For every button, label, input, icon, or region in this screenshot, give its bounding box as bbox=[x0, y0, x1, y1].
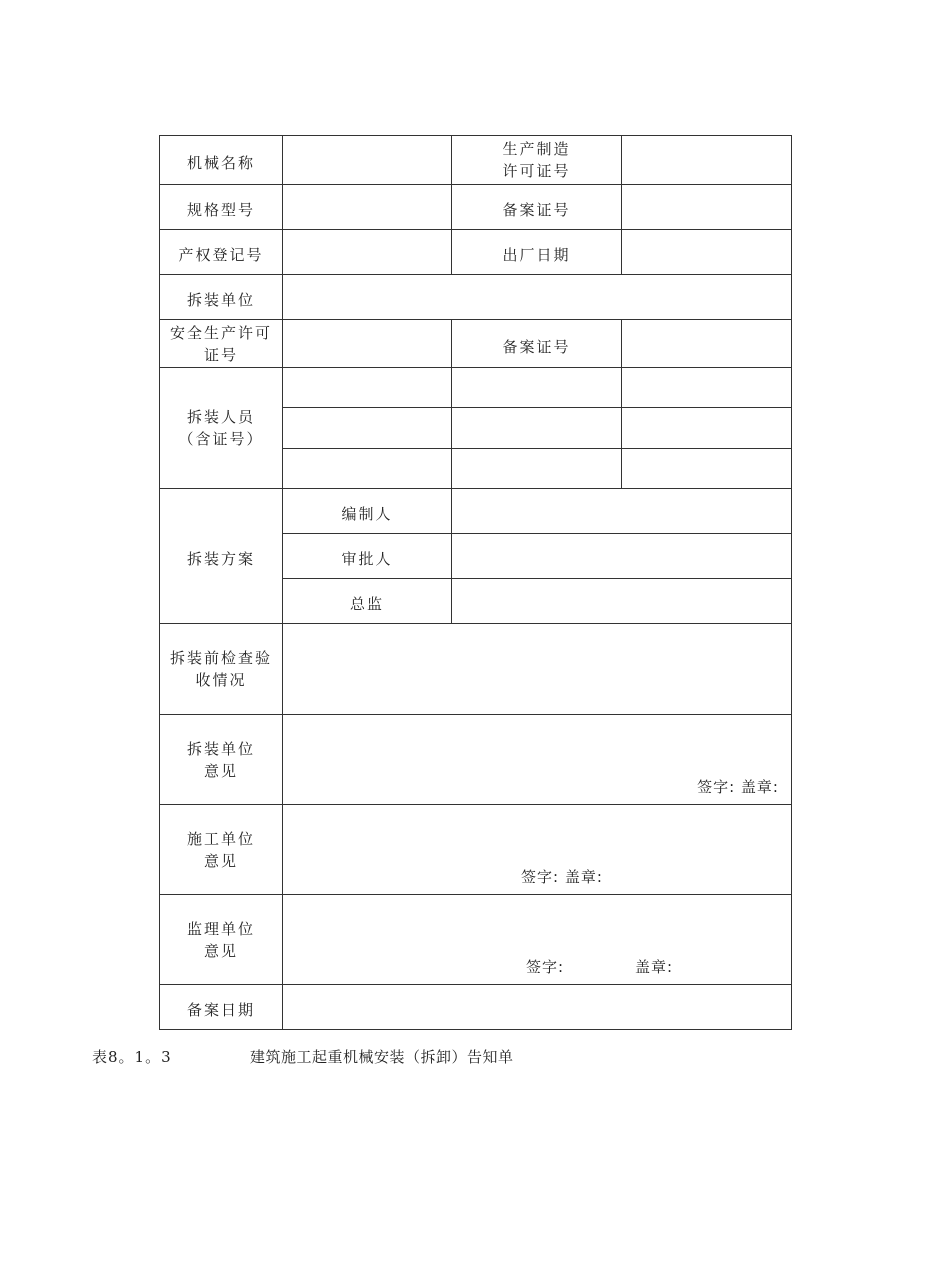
row-dismantle-unit bbox=[160, 275, 792, 320]
field-production-license[interactable] bbox=[622, 136, 792, 185]
label-production-license bbox=[452, 136, 622, 185]
field-plan-approver[interactable] bbox=[452, 534, 792, 579]
row-construction-unit-opinion bbox=[160, 805, 792, 895]
field-factory-date[interactable] bbox=[622, 230, 792, 275]
label-spec-model: 规格型号 bbox=[160, 185, 283, 230]
field-plan-supervisor[interactable] bbox=[452, 579, 792, 624]
label-production-license-line1: 生产制造 bbox=[502, 140, 571, 158]
label-dismantle-unit-opinion-line2: 意见 bbox=[203, 761, 238, 780]
field-supervision-unit-opinion[interactable] bbox=[283, 895, 792, 985]
field-personnel-2c[interactable] bbox=[622, 408, 792, 449]
row-plan-author bbox=[160, 489, 792, 534]
signature-label: 签字: bbox=[526, 958, 565, 976]
label-construction-unit-opinion-line1: 施工单位 bbox=[186, 829, 255, 848]
field-record-date[interactable] bbox=[283, 985, 792, 1030]
label-property-registration: 产权登记号 bbox=[160, 230, 283, 275]
field-personnel-1a[interactable] bbox=[283, 368, 452, 408]
field-personnel-3c[interactable] bbox=[622, 449, 792, 489]
field-dismantle-unit-opinion[interactable] bbox=[283, 715, 792, 805]
label-dismantle-unit-opinion bbox=[160, 715, 283, 805]
field-record-number[interactable] bbox=[622, 185, 792, 230]
field-plan-author[interactable] bbox=[452, 489, 792, 534]
field-machine-name[interactable] bbox=[283, 136, 452, 185]
label-plan-approver: 审批人 bbox=[283, 534, 452, 579]
field-personnel-1b[interactable] bbox=[452, 368, 622, 408]
field-personnel-3a[interactable] bbox=[283, 449, 452, 489]
label-dismantle-unit-opinion-line1: 拆装单位 bbox=[186, 739, 255, 758]
field-personnel-2b[interactable] bbox=[452, 408, 622, 449]
label-supervision-unit-opinion bbox=[160, 895, 283, 985]
label-personnel-line2: （含证号） bbox=[178, 430, 264, 448]
field-pre-inspection[interactable] bbox=[283, 624, 792, 715]
row-spec-model bbox=[160, 185, 792, 230]
label-supervision-unit-opinion-line2: 意见 bbox=[203, 941, 238, 960]
notification-form-table bbox=[159, 135, 792, 1030]
row-pre-inspection bbox=[160, 624, 792, 715]
label-supervision-unit-opinion-line1: 监理单位 bbox=[186, 919, 255, 938]
field-record-number-2[interactable] bbox=[622, 320, 792, 368]
row-safety-license bbox=[160, 320, 792, 368]
row-dismantle-unit-opinion bbox=[160, 715, 792, 805]
label-safety-license bbox=[160, 320, 283, 368]
label-plan-author: 编制人 bbox=[283, 489, 452, 534]
label-dismantle-unit: 拆装单位 bbox=[160, 275, 283, 320]
field-dismantle-unit[interactable] bbox=[283, 275, 792, 320]
label-safety-license-line2: 证号 bbox=[203, 345, 238, 364]
label-personnel-line1: 拆装人员 bbox=[186, 408, 255, 426]
row-machine-name bbox=[160, 136, 792, 185]
label-dismantle-plan: 拆装方案 bbox=[160, 489, 283, 624]
label-pre-inspection-line1: 拆装前检查验 bbox=[169, 649, 272, 667]
signature-seal-label: 签字: 盖章: bbox=[697, 778, 779, 796]
field-personnel-2a[interactable] bbox=[283, 408, 452, 449]
field-spec-model[interactable] bbox=[283, 185, 452, 230]
label-pre-inspection bbox=[160, 624, 283, 715]
caption-table-number: 表8。1。3 bbox=[92, 1048, 172, 1066]
row-property-registration bbox=[160, 230, 792, 275]
label-safety-license-line1: 安全生产许可 bbox=[169, 323, 272, 342]
label-construction-unit-opinion bbox=[160, 805, 283, 895]
label-record-number-2: 备案证号 bbox=[452, 320, 622, 368]
field-safety-license[interactable] bbox=[283, 320, 452, 368]
caption-table-title: 建筑施工起重机械安装（拆卸）告知单 bbox=[250, 1048, 514, 1066]
label-record-number: 备案证号 bbox=[452, 185, 622, 230]
label-construction-unit-opinion-line2: 意见 bbox=[203, 851, 238, 870]
table-caption bbox=[92, 1046, 514, 1067]
field-property-registration[interactable] bbox=[283, 230, 452, 275]
field-personnel-3b[interactable] bbox=[452, 449, 622, 489]
row-personnel-1 bbox=[160, 368, 792, 408]
label-personnel bbox=[160, 368, 283, 489]
label-factory-date: 出厂日期 bbox=[452, 230, 622, 275]
signature-seal-label: 签字: 盖章: bbox=[521, 868, 603, 886]
row-record-date bbox=[160, 985, 792, 1030]
label-record-date: 备案日期 bbox=[160, 985, 283, 1030]
label-plan-supervisor: 总监 bbox=[283, 579, 452, 624]
label-production-license-line2: 许可证号 bbox=[502, 162, 571, 180]
label-pre-inspection-line2: 收情况 bbox=[195, 671, 247, 689]
seal-label: 盖章: bbox=[635, 958, 674, 976]
row-supervision-unit-opinion bbox=[160, 895, 792, 985]
label-machine-name: 机械名称 bbox=[160, 136, 283, 185]
field-construction-unit-opinion[interactable] bbox=[283, 805, 792, 895]
field-personnel-1c[interactable] bbox=[622, 368, 792, 408]
